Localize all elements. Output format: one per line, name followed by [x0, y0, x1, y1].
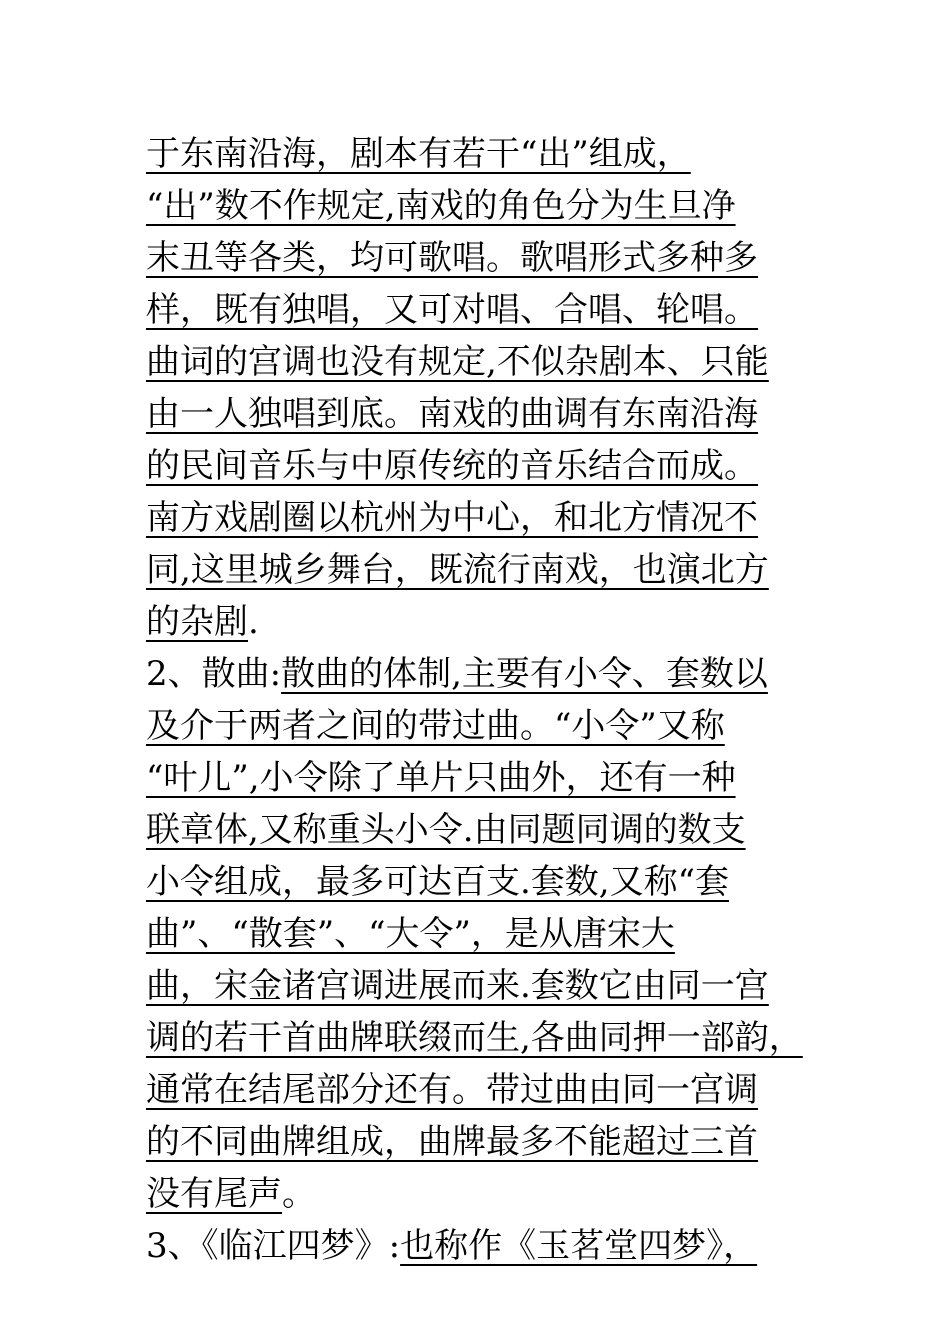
text-line — [146, 960, 846, 1012]
text-line — [146, 908, 846, 960]
line-segment: 样，既有独唱，又可对唱、合唱、轮唱。 — [146, 290, 758, 330]
line-segment: 曲，宋金诸宫调进展而来.套数它由同一宫 — [146, 966, 769, 1006]
line-segment: 末丑等各类，均可歌唱。歌唱形式多种多 — [146, 238, 758, 278]
line-segment: 由一人独唱到底。南戏的曲调有东南沿海 — [146, 394, 758, 434]
section-label: 2、散曲: — [146, 654, 282, 694]
text-line — [146, 804, 846, 856]
line-segment: “叶儿”,小令除了单片只曲外，还有一种 — [146, 758, 736, 798]
line-segment: 的民间音乐与中原传统的音乐结合而成。 — [146, 446, 758, 486]
line-segment: 小令组成，最多可达百支.套数,又称“套 — [146, 862, 729, 902]
text-line — [146, 544, 846, 596]
text-line — [146, 700, 846, 752]
text-line — [146, 596, 846, 648]
body-text — [146, 128, 846, 1272]
text-line — [146, 1012, 846, 1064]
section-label: 3、《临江四梦》: — [146, 1226, 401, 1266]
text-line — [146, 440, 846, 492]
text-line — [146, 284, 846, 336]
text-line — [146, 232, 846, 284]
line-segment: 也称作《玉茗堂四梦》， — [400, 1226, 758, 1266]
line-segment: 曲”、“散套”、“大令”，是从唐宋大 — [146, 914, 675, 954]
text-line — [146, 856, 846, 908]
text-line — [146, 1064, 846, 1116]
text-line — [146, 180, 846, 232]
text-line — [146, 388, 846, 440]
text-line — [146, 1116, 846, 1168]
text-line — [146, 492, 846, 544]
text-line — [146, 336, 846, 388]
line-segment: 。 — [282, 1174, 316, 1214]
line-segment: 的不同曲牌组成，曲牌最多不能超过三首 — [146, 1122, 758, 1162]
line-segment: 通常在结尾部分还有。带过曲由同一宫调 — [146, 1070, 758, 1110]
section-heading-line — [146, 648, 846, 700]
text-line — [146, 128, 846, 180]
line-segment: “出”数不作规定,南戏的角色分为生旦净 — [146, 186, 736, 226]
line-segment: 调的若干首曲牌联缀而生,各曲同押一部韵， — [146, 1018, 803, 1058]
line-segment: 南方戏剧圈以杭州为中心，和北方情况不 — [146, 498, 758, 538]
text-line — [146, 752, 846, 804]
line-segment: 于东南沿海，剧本有若干“出”组成， — [146, 134, 691, 174]
line-segment: 及介于两者之间的带过曲。“小令”又称 — [146, 706, 725, 746]
line-segment: 散曲的体制,主要有小令、套数以 — [281, 654, 768, 694]
line-segment: 同,这里城乡舞台，既流行南戏，也演北方 — [146, 550, 769, 590]
line-segment: 曲词的宫调也没有规定,不似杂剧本、只能 — [146, 342, 769, 382]
text-line — [146, 1168, 846, 1220]
section-heading-line — [146, 1220, 846, 1272]
line-segment: . — [248, 602, 259, 642]
line-segment: 没有尾声 — [146, 1174, 282, 1214]
line-segment: 联章体,又称重头小令.由同题同调的数支 — [146, 810, 746, 850]
line-segment: 的杂剧 — [146, 602, 248, 642]
